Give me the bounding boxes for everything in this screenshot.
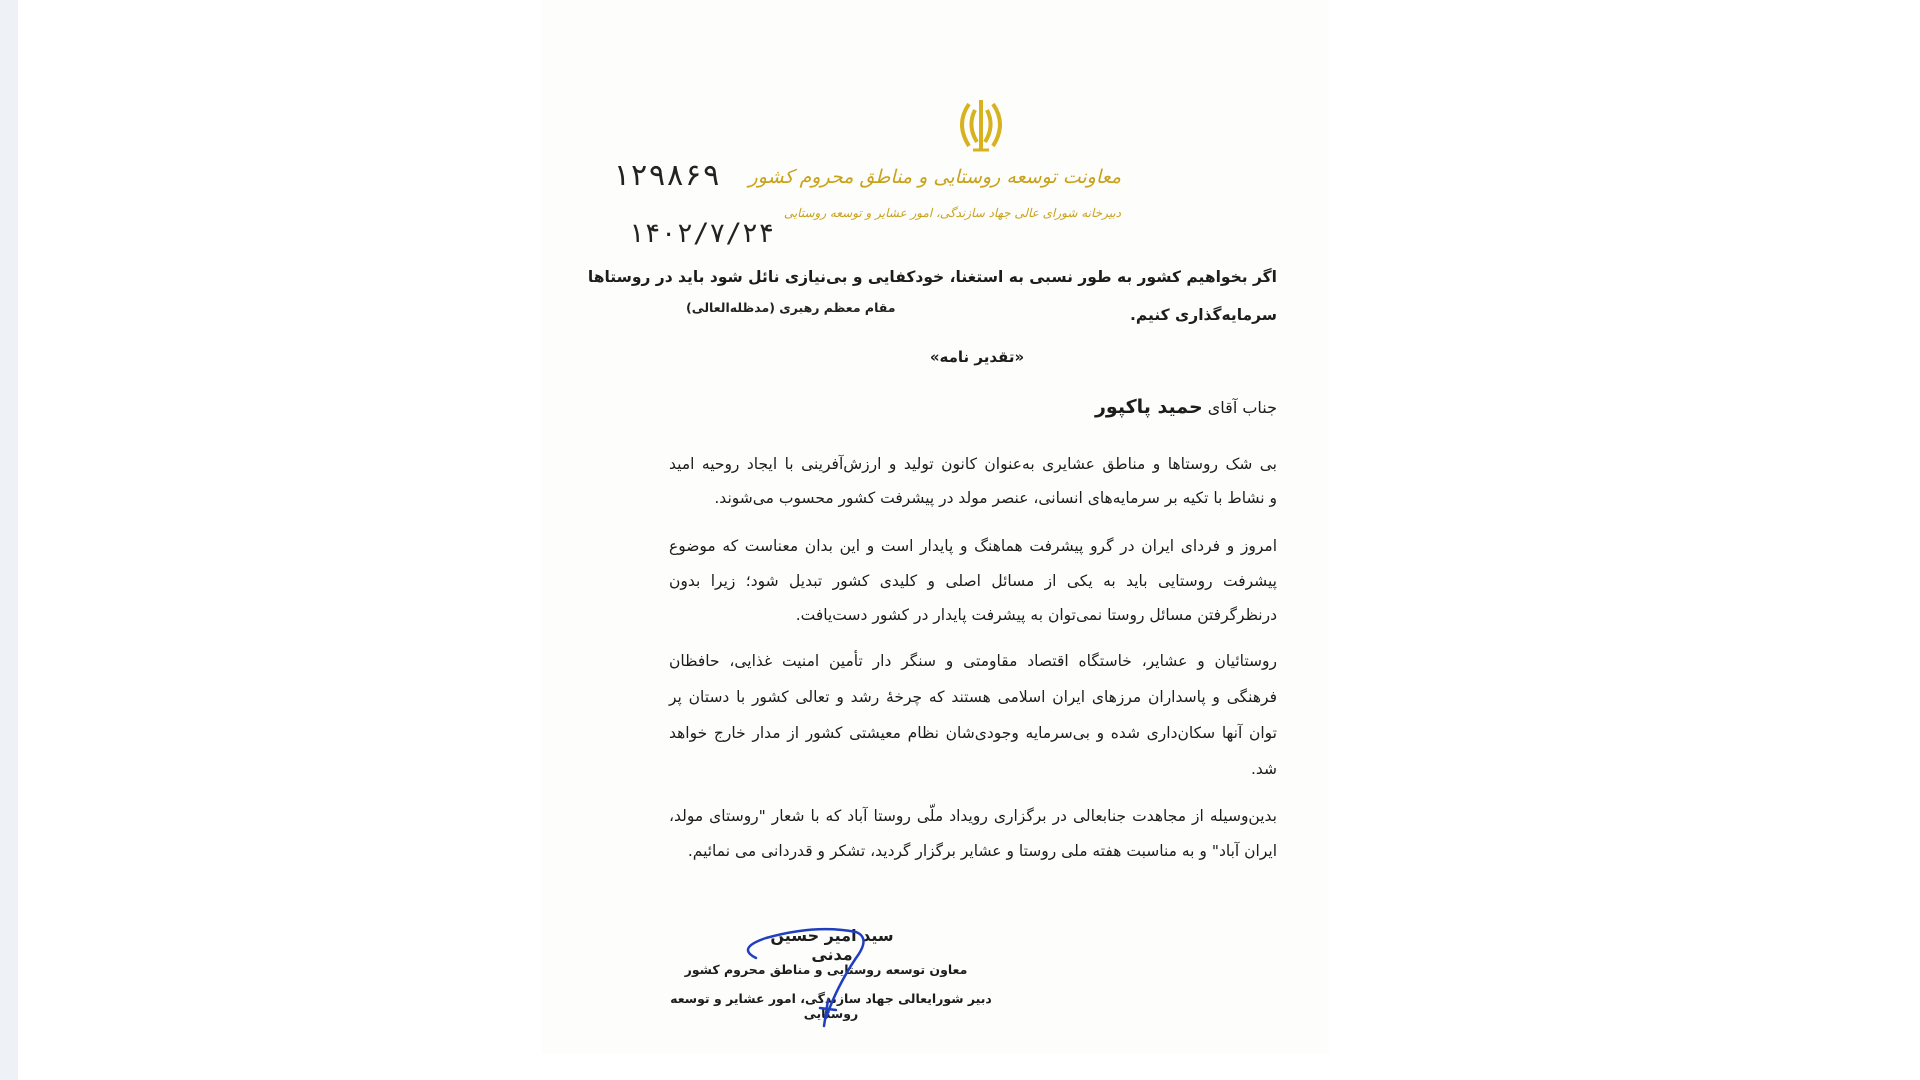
salutation [1095, 396, 1277, 418]
letter-page [541, 0, 1329, 1054]
letter-number: ۱۲۹۸۶۹ [612, 158, 721, 193]
recipient-name: حمید پاکپور [1094, 396, 1203, 418]
paragraph-4-line-2: ایران آباد" و به مناسبت هفته ملی روستا و عشایر برگزار گردید، تشکر و قدردانی می نمائیم. [687, 842, 1277, 860]
quote-line-2: سرمایه‌گذاری کنیم. [1129, 306, 1277, 324]
salutation-prefix: جناب آقای [1207, 398, 1277, 417]
signatory-title-1: معاون توسعه روستایی و مناطق محروم کشور [684, 962, 968, 977]
paragraph-4-line-1: بدین‌وسیله از مجاهدت جنابعالی در برگزاری رویداد ملّی روستا آباد که با شعار "روستای مولد، [669, 807, 1277, 825]
document-title: «تقدیر نامه» [929, 348, 1025, 366]
background-strip [0, 0, 18, 1080]
quote-line-1: اگر بخواهیم کشور به طور نسبی به استغنا، خودکفایی و بی‌نیازی نائل شود باید در روستاها [587, 268, 1277, 286]
letterhead-org-line1: معاونت توسعه روستایی و مناطق محروم کشور [748, 166, 1121, 188]
quote-attribution: مقام معظم رهبری (مدظله‌العالی) [686, 300, 896, 315]
paragraph-2-line-1: امروز و فردای ایران در گرو پیشرفت هماهنگ و پایدار است و این بدان معناست که موضوع [669, 537, 1277, 555]
paragraph-2-line-3: درنظرگرفتن مسائل روستا نمی‌توان به پیشرفت پایدار در کشور دست‌یافت. [795, 606, 1277, 624]
paragraph-3-line-4: شد. [1250, 760, 1277, 778]
paragraph-1-line-1: بی شک روستاها و مناطق عشایری به‌عنوان کانون تولید و ارزش‌آفرینی با ایجاد روحیه امید [669, 455, 1277, 473]
paragraph-3-line-3: توان آنها سکان‌داری شده و بی‌سرمایه وجودی‌شان نظام معیشتی کشور از مدار خارج خواهد [669, 724, 1277, 742]
iran-emblem-icon [951, 96, 1011, 156]
signatory-title-2: دبیر شورایعالی جهاد سازندگی، امور عشایر و توسعه روستایی [670, 991, 992, 1021]
paragraph-3-line-1: روستائیان و عشایر، خاستگاه اقتصاد مقاومتی و سنگر دار تأمین امنیت غذایی، حافظان [669, 652, 1277, 670]
letterhead-org-line2: دبیرخانه شورای عالی جهاد سازندگی، امور عشایر و توسعه روستایی [783, 206, 1121, 220]
paragraph-1-line-2: و نشاط با تکیه بر سرمایه‌های انسانی، عنصر مولد در پیشرفت کشور محسوب می‌شوند. [714, 489, 1277, 507]
paragraph-3-line-2: فرهنگی و پاسداران مرزهای ایران اسلامی هستند که چرخهٔ رشد و تعالی کشور با دستان پر [669, 688, 1277, 706]
signatory-name: سید امیر حسین مدنی [770, 926, 894, 964]
letter-date: ۱۴۰۲/۷/۲۴ [628, 218, 775, 249]
handwritten-signature [736, 918, 906, 1028]
paragraph-2-line-2: پیشرفت روستایی باید به یکی از مسائل اصلی و کلیدی کشور تبدیل شود؛ زیرا بدون [669, 572, 1277, 590]
